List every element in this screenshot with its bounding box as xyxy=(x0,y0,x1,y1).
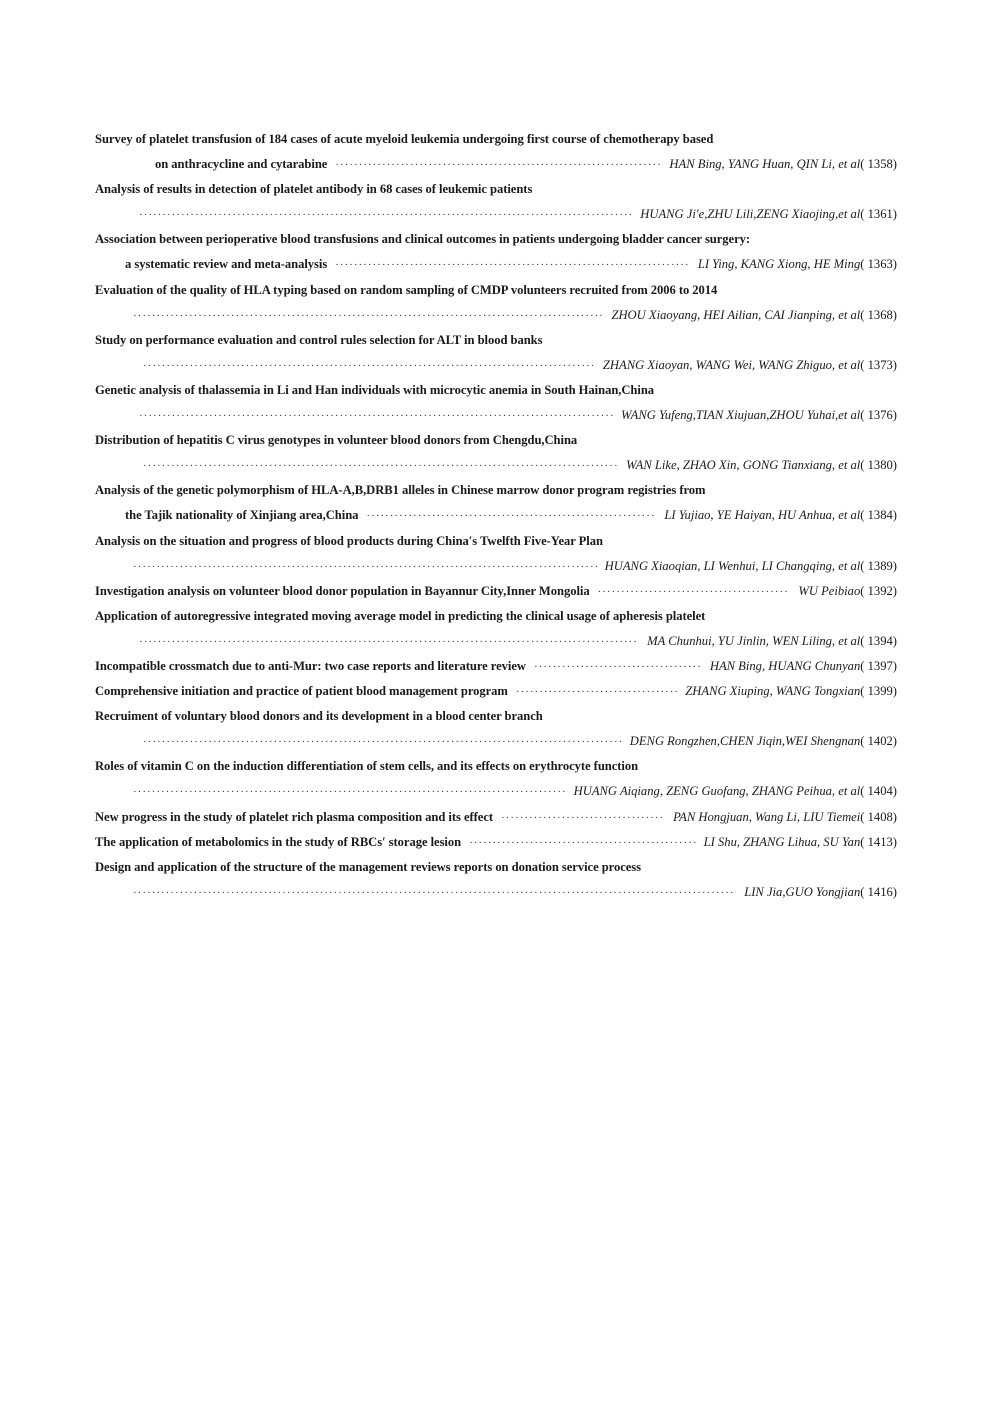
toc-entry xyxy=(95,679,897,704)
entry-title: Comprehensive initiation and practice of patient blood management program xyxy=(95,684,508,699)
entry-title: Incompatible crossmatch due to anti-Mur: two case reports and literature review xyxy=(95,658,526,673)
entry-authors: HUANG Ji′e,ZHU Lili,ZENG Xiaojing,et al xyxy=(640,207,861,222)
entry-page: ( 1384) xyxy=(860,508,897,523)
toc-entry xyxy=(95,805,897,830)
entry-page: ( 1361) xyxy=(860,207,897,222)
leader-dots xyxy=(133,881,736,905)
entry-page: ( 1404) xyxy=(860,784,897,799)
entry-title: Association between perioperative blood transfusions and clinical outcomes in patients undergoing bladder cancer surgery: xyxy=(95,232,751,247)
entry-authors: LI Ying, KANG Xiong, HE Ming xyxy=(697,257,861,272)
entry-page: ( 1402) xyxy=(860,734,897,749)
entry-title: Evaluation of the quality of HLA typing based on random sampling of CMDP volunteers recruited from 2006 to 2014 xyxy=(95,282,718,297)
entry-title: Application of autoregressive integrated moving average model in predicting the clinical usage of apheresis platelet xyxy=(95,608,706,623)
entry-authors: DENG Rongzhen,CHEN Jiqin,WEI Shengnan xyxy=(629,734,861,749)
table-of-contents xyxy=(95,127,897,905)
entry-title: Recruiment of voluntary blood donors and its development in a blood center branch xyxy=(95,709,543,724)
entry-title: Survey of platelet transfusion of 184 cases of acute myeloid leukemia undergoing first course of chemotherapy based xyxy=(95,132,714,146)
entry-title: Analysis of results in detection of platelet antibody in 68 cases of leukemic patients xyxy=(95,182,533,197)
toc-entry xyxy=(95,378,897,428)
leader-dots xyxy=(335,153,661,177)
entry-page: ( 1363) xyxy=(860,257,897,272)
entry-authors: LI Shu, ZHANG Lihua, SU Yan xyxy=(703,834,861,849)
toc-entry xyxy=(95,328,897,378)
leader-dots xyxy=(139,404,613,428)
entry-page: ( 1376) xyxy=(860,408,897,423)
leader-dots xyxy=(335,253,690,277)
entry-authors: ZHOU Xiaoyang, HEI Ailian, CAI Jianping, et al xyxy=(611,307,861,322)
entry-authors: LIN Jia,GUO Yongjian xyxy=(744,884,861,899)
entry-title: Investigation analysis on volunteer blood donor population in Bayannur City,Inner Mongolia xyxy=(95,583,590,598)
entry-page: ( 1368) xyxy=(860,307,897,322)
toc-entry xyxy=(95,754,897,804)
toc-entry xyxy=(95,604,897,654)
entry-page: ( 1380) xyxy=(860,458,897,473)
entry-page: ( 1399) xyxy=(860,684,897,699)
leader-dots xyxy=(534,655,702,679)
leader-dots xyxy=(143,454,618,478)
entry-title: Roles of vitamin C on the induction differentiation of stem cells, and its effects on erythrocyte function xyxy=(95,759,639,774)
entry-authors: HAN Bing, HUANG Chunyan xyxy=(709,658,861,673)
leader-dots xyxy=(143,730,622,754)
entry-authors: MA Chunhui, YU Jinlin, WEN Liling, et al xyxy=(647,633,861,648)
leader-dots xyxy=(516,680,677,704)
entry-title: Design and application of the structure of the management reviews reports on donation service process xyxy=(95,859,642,874)
leader-dots xyxy=(133,555,597,579)
entry-title: Distribution of hepatitis C virus genotypes in volunteer blood donors from Chengdu,China xyxy=(95,433,578,448)
toc-entry xyxy=(95,579,897,604)
toc-entry xyxy=(95,127,897,177)
entry-authors: ZHANG Xiaoyan, WANG Wei, WANG Zhiguo, et al xyxy=(602,357,861,372)
entry-authors: HUANG Aiqiang, ZENG Guofang, ZHANG Peihua, et al xyxy=(573,784,861,799)
entry-title-continued: the Tajik nationality of Xinjiang area,China xyxy=(125,508,359,523)
entry-title: New progress in the study of platelet rich plasma composition and its effect xyxy=(95,809,494,824)
entry-page: ( 1397) xyxy=(860,658,897,673)
leader-dots xyxy=(469,831,696,855)
toc-entry xyxy=(95,529,897,579)
toc-entry xyxy=(95,278,897,328)
entry-authors: LI Yujiao, YE Haiyan, HU Anhua, et al xyxy=(664,508,861,523)
leader-dots xyxy=(598,580,791,604)
entry-page: ( 1394) xyxy=(860,633,897,648)
entry-page: ( 1392) xyxy=(860,583,897,598)
entry-title: Analysis of the genetic polymorphism of HLA-A,B,DRB1 alleles in Chinese marrow donor program registries from xyxy=(95,483,706,498)
entry-page: ( 1408) xyxy=(860,809,897,824)
entry-authors: PAN Hongjuan, Wang Li, LIU Tiemei xyxy=(673,809,861,824)
entry-authors: WANG Yufeng,TIAN Xiujuan,ZHOU Yuhai,et al xyxy=(621,408,861,423)
leader-dots xyxy=(501,806,665,830)
toc-entry xyxy=(95,704,897,754)
leader-dots xyxy=(139,203,632,227)
entry-authors: ZHANG Xiuping, WANG Tongxian xyxy=(685,684,861,699)
entry-page: ( 1373) xyxy=(860,357,897,372)
toc-entry xyxy=(95,428,897,478)
leader-dots xyxy=(366,504,656,528)
entry-page: ( 1358) xyxy=(860,157,897,172)
entry-title: Study on performance evaluation and control rules selection for ALT in blood banks xyxy=(95,332,543,347)
entry-authors: HUANG Xiaoqian, LI Wenhui, LI Changqing, et al xyxy=(604,558,861,573)
entry-title: Genetic analysis of thalassemia in Li and Han individuals with microcytic anemia in South Hainan,China xyxy=(95,382,655,397)
entry-authors: WAN Like, ZHAO Xin, GONG Tianxiang, et al xyxy=(626,458,861,473)
leader-dots xyxy=(143,354,595,378)
entry-authors: WU Peibiao xyxy=(798,583,861,598)
toc-entry xyxy=(95,830,897,855)
entry-title-continued: a systematic review and meta-analysis xyxy=(125,257,328,272)
toc-entry xyxy=(95,855,897,905)
toc-entry xyxy=(95,177,897,227)
toc-entry xyxy=(95,478,897,528)
leader-dots xyxy=(133,780,566,804)
entry-title: Analysis on the situation and progress of blood products during China′s Twelfth Five-Year Plan xyxy=(95,533,603,548)
entry-page: ( 1413) xyxy=(860,834,897,849)
entry-authors: HAN Bing, YANG Huan, QIN Li, et al xyxy=(669,157,861,172)
leader-dots xyxy=(139,630,639,654)
entry-title-continued: on anthracycline and cytarabine xyxy=(155,157,328,172)
leader-dots xyxy=(133,304,603,328)
toc-entry xyxy=(95,654,897,679)
toc-entry xyxy=(95,227,897,277)
entry-page: ( 1416) xyxy=(860,884,897,899)
entry-page: ( 1389) xyxy=(860,558,897,573)
entry-title: The application of metabolomics in the study of RBCs′ storage lesion xyxy=(95,834,462,849)
